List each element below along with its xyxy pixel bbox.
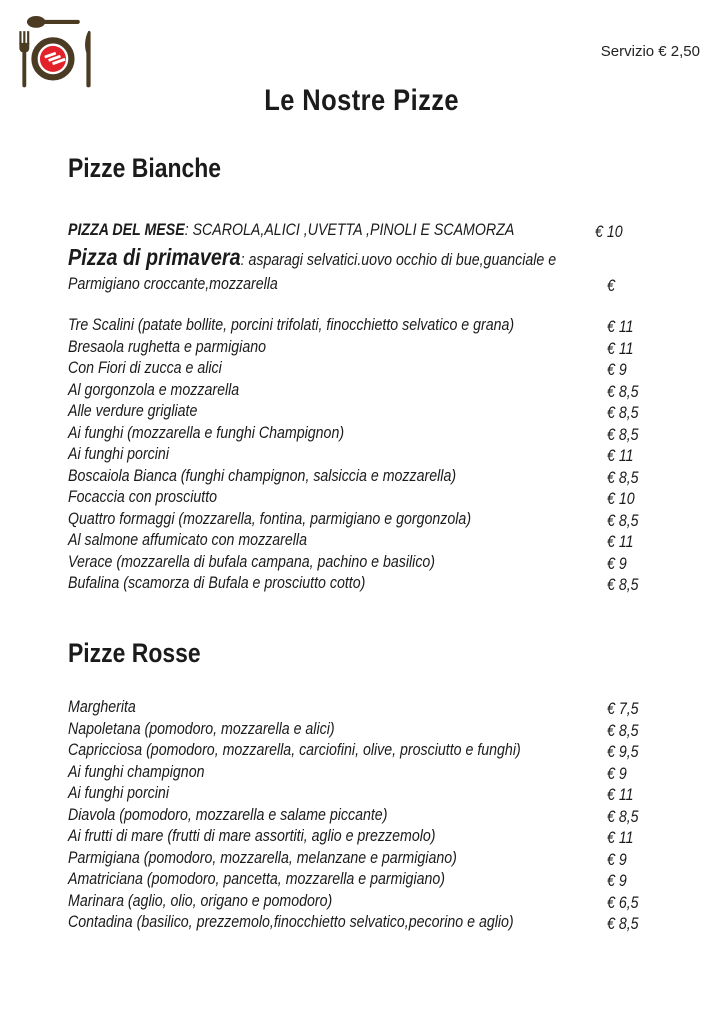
- menu-item-price: € 11: [607, 786, 634, 804]
- menu-item-price: € 8,5: [607, 382, 639, 401]
- menu-item-price: € 9: [607, 554, 627, 573]
- menu-item-name: Al salmone affumicato con mozzarella: [68, 531, 307, 549]
- menu-item-row: [68, 869, 708, 891]
- menu-item-name: Amatriciana (pomodoro, pancetta, mozzarella e parmigiano): [68, 870, 446, 888]
- menu-item-name: Parmigiana (pomodoro, mozzarella, melanzane e parmigiano): [68, 848, 457, 867]
- section-heading-text: Pizze Rosse: [68, 638, 201, 668]
- menu-item-row: [68, 315, 708, 337]
- menu-item-price: € 8,5: [607, 511, 639, 530]
- menu-item-name: Diavola (pomodoro, mozzarella e salame piccante): [68, 805, 388, 824]
- menu-item-row: [68, 891, 708, 913]
- menu-item-row: [68, 848, 708, 870]
- menu-item-price: € 11: [607, 318, 634, 336]
- menu-item-row: [68, 530, 708, 552]
- menu-item-price: € 8,5: [607, 425, 639, 444]
- menu-item-row: [68, 423, 708, 445]
- menu-item-row: [68, 552, 708, 574]
- service-charge-note: Servizio € 2,50: [600, 43, 700, 60]
- menu-item-price: € 8,5: [607, 721, 639, 740]
- menu-item-name: Tre Scalini (patate bollite, porcini trifolati, finocchietto selvatico e grana): [68, 316, 515, 334]
- menu-item-price: € 7,5: [607, 700, 639, 718]
- menu-item-row: [68, 740, 708, 762]
- menu-item-row: [68, 337, 708, 359]
- menu-item-row: [68, 466, 708, 488]
- special-item-desc: : asparagi selvatici.uovo occhio di bue,guanciale e: [240, 251, 557, 269]
- menu-item-price: € 8,5: [607, 915, 639, 933]
- menu-item-row: [68, 509, 708, 531]
- menu-item-name: Capricciosa (pomodoro, mozzarella, carciofini, olive, prosciutto e funghi): [68, 741, 521, 759]
- page-title: [0, 84, 724, 118]
- special-item-row: [68, 243, 668, 273]
- menu-item-row: [68, 719, 708, 741]
- menu-item-name: Con Fiori di zucca e alici: [68, 359, 222, 377]
- menu-item-row: [68, 573, 708, 595]
- menu-item-name: Contadina (basilico, prezzemolo,finocchietto selvatico,pecorino e aglio): [68, 913, 514, 931]
- section-heading-text: Pizze Bianche: [68, 153, 222, 183]
- pizze-bianche-list: [68, 315, 708, 595]
- restaurant-logo-icon: [14, 11, 102, 95]
- menu-item-name: Focaccia con prosciutto: [68, 488, 218, 506]
- menu-item-name: Marinara (aglio, olio, origano e pomodoro): [68, 891, 333, 910]
- menu-item-price: € 10: [607, 490, 635, 508]
- menu-item-price: € 11: [607, 533, 634, 551]
- menu-item-name: Alle verdure grigliate: [68, 402, 198, 420]
- menu-item-price: € 11: [607, 339, 634, 358]
- menu-item-row: [68, 487, 708, 509]
- menu-item-name: Ai funghi porcini: [68, 445, 169, 463]
- special-items-block: [68, 218, 668, 295]
- menu-item-name: Bresaola rughetta e parmigiano: [68, 337, 267, 356]
- menu-item-name: Ai funghi champignon: [68, 762, 205, 781]
- menu-item-name: Margherita: [68, 698, 136, 716]
- menu-item-row: [68, 380, 708, 402]
- menu-item-name: Ai funghi porcini: [68, 784, 169, 802]
- menu-item-name: Quattro formaggi (mozzarella, fontina, parmigiano e gorgonzola): [68, 509, 472, 528]
- special-item-price: €: [607, 277, 615, 295]
- menu-item-row: [68, 358, 708, 380]
- menu-item-row: [68, 762, 708, 784]
- special-item-row: [68, 273, 668, 295]
- menu-item-price: € 6,5: [607, 893, 639, 912]
- menu-item-row: [68, 805, 708, 827]
- special-item-price: € 10: [595, 223, 623, 241]
- special-item-desc-line2: Parmigiano croccante,mozzarella: [68, 275, 278, 293]
- menu-item-name: Ai funghi (mozzarella e funghi Champignon): [68, 423, 345, 442]
- menu-item-name: Bufalina (scamorza di Bufala e prosciutto cotto): [68, 574, 366, 592]
- menu-item-price: € 9: [607, 361, 627, 379]
- special-item-row: [68, 218, 668, 243]
- section-heading-pizze-bianche: [68, 153, 248, 184]
- menu-item-price: € 8,5: [607, 576, 639, 594]
- menu-item-row: [68, 783, 708, 805]
- special-item-name: PIZZA DEL MESE: [68, 221, 185, 239]
- menu-item-name: Ai frutti di mare (frutti di mare assortiti, aglio e prezzemolo): [68, 827, 436, 845]
- menu-item-row: [68, 401, 708, 423]
- menu-item-name: Verace (mozzarella di bufala campana, pachino e basilico): [68, 552, 436, 571]
- menu-item-row: [68, 697, 708, 719]
- menu-item-price: € 9: [607, 764, 627, 783]
- menu-item-price: € 11: [607, 829, 634, 847]
- menu-item-name: Napoletana (pomodoro, mozzarella e alici): [68, 719, 335, 738]
- menu-item-price: € 8,5: [607, 468, 639, 487]
- section-heading-pizze-rosse: [68, 638, 224, 669]
- pizze-rosse-list: [68, 697, 708, 934]
- menu-item-price: € 9: [607, 850, 627, 869]
- menu-item-name: Boscaiola Bianca (funghi champignon, salsiccia e mozzarella): [68, 466, 457, 485]
- menu-item-price: € 9: [607, 872, 627, 890]
- menu-item-price: € 9,5: [607, 743, 639, 761]
- menu-item-price: € 8,5: [607, 807, 639, 826]
- menu-item-name: Al gorgonzola e mozzarella: [68, 380, 240, 399]
- page-title-text: Le Nostre Pizze: [264, 84, 460, 117]
- special-item-name: Pizza di primavera: [68, 244, 241, 270]
- special-item-desc: : SCAROLA,ALICI ,UVETTA ,PINOLI E SCAMORZA: [184, 221, 515, 239]
- menu-item-row: [68, 444, 708, 466]
- menu-item-price: € 8,5: [607, 404, 639, 422]
- special-item-name-cell: [68, 218, 595, 243]
- menu-item-row: [68, 912, 708, 934]
- menu-item-row: [68, 826, 708, 848]
- menu-item-price: € 11: [607, 447, 634, 465]
